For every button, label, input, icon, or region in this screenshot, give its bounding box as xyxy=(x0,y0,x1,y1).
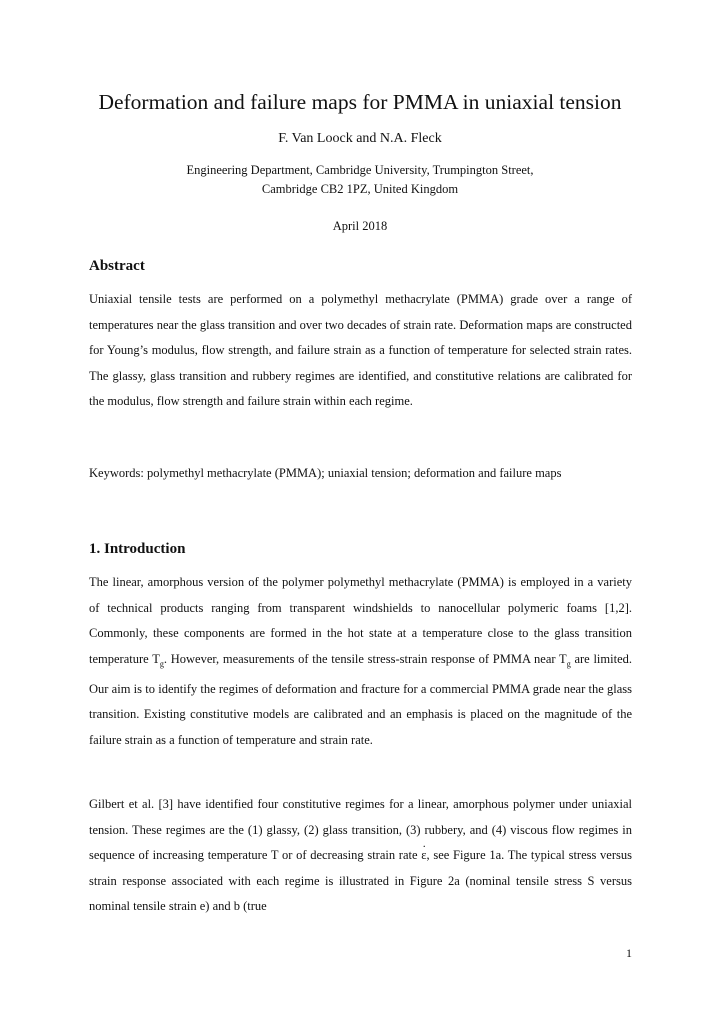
introduction-heading: 1. Introduction xyxy=(89,541,186,557)
paper-title: Deformation and failure maps for PMMA in uniaxial tension xyxy=(98,90,622,114)
affiliation-line-2: Cambridge CB2 1PZ, United Kingdom xyxy=(261,182,459,196)
strain-rate-symbol: · ε xyxy=(421,843,426,869)
abstract-text: Uniaxial tensile tests are performed on a polymethyl methacrylate (PMMA) grade over a range of temperatures near the glass transition and over two decades of strain rate. Deformation maps are constructed for Young’s modulus, flow strength, and failure strain as a function of temperature for selected strain rates. The glassy, glass transition and rubbery regimes are identified, and constitutive relations are calibrated for the modulus, flow strength and failure strain within each regime. xyxy=(89,292,632,408)
abstract-heading: Abstract xyxy=(89,258,145,274)
intro-p1-subscript-2: g xyxy=(566,659,571,668)
paper-affiliation xyxy=(0,161,720,199)
intro-p1-subscript-1: g xyxy=(159,659,164,668)
intro-p2-part-a: Gilbert et al. [3] have identified four constitutive regimes for a linear, amorphous polymer under uniaxial tension. These regimes are the (1) glassy, (2) glass transition, (3) rubbery, and (4) viscous flow regimes in sequence of increasing temperature T or of decreasing strain rate xyxy=(89,797,632,862)
keywords-text: Keywords: polymethyl methacrylate (PMMA); uniaxial tension; deformation and failure maps xyxy=(89,466,562,480)
introduction-paragraph-1 xyxy=(89,570,632,753)
intro-p1-part-b: . However, measurements of the tensile stress-strain response of PMMA near T xyxy=(163,651,567,666)
introduction-paragraph-2 xyxy=(89,792,632,920)
affiliation-line-1: Engineering Department, Cambridge University, Trumpington Street, xyxy=(186,163,534,177)
paper-authors: F. Van Loock and N.A. Fleck xyxy=(278,131,442,146)
paper-date: April 2018 xyxy=(332,219,388,233)
page-number: 1 xyxy=(626,946,632,960)
intro-p1-part-a: The linear, amorphous version of the polymer polymethyl methacrylate (PMMA) is employed in a variety of technical products ranging from transparent windshields to nanocellular polymeric foams [1,2]. Commonly, these components are formed in the hot state at a temperature close to the glass transition temperature T xyxy=(89,575,632,666)
intro-p2-part-b: , see Figure 1a. The typical stress versus strain response associated with each regime is illustrated in Figure 2a (nominal tensile stress S versus nominal tensile strain e) and b (true xyxy=(89,848,632,913)
intro-p1-part-c: are limited. Our aim is to identify the regimes of deformation and fracture for a commercial PMMA grade near the glass transition. Existing constitutive models are calibrated and an emphasis is placed on the magnitude of the failure strain as a function of temperature and strain rate. xyxy=(89,651,632,747)
